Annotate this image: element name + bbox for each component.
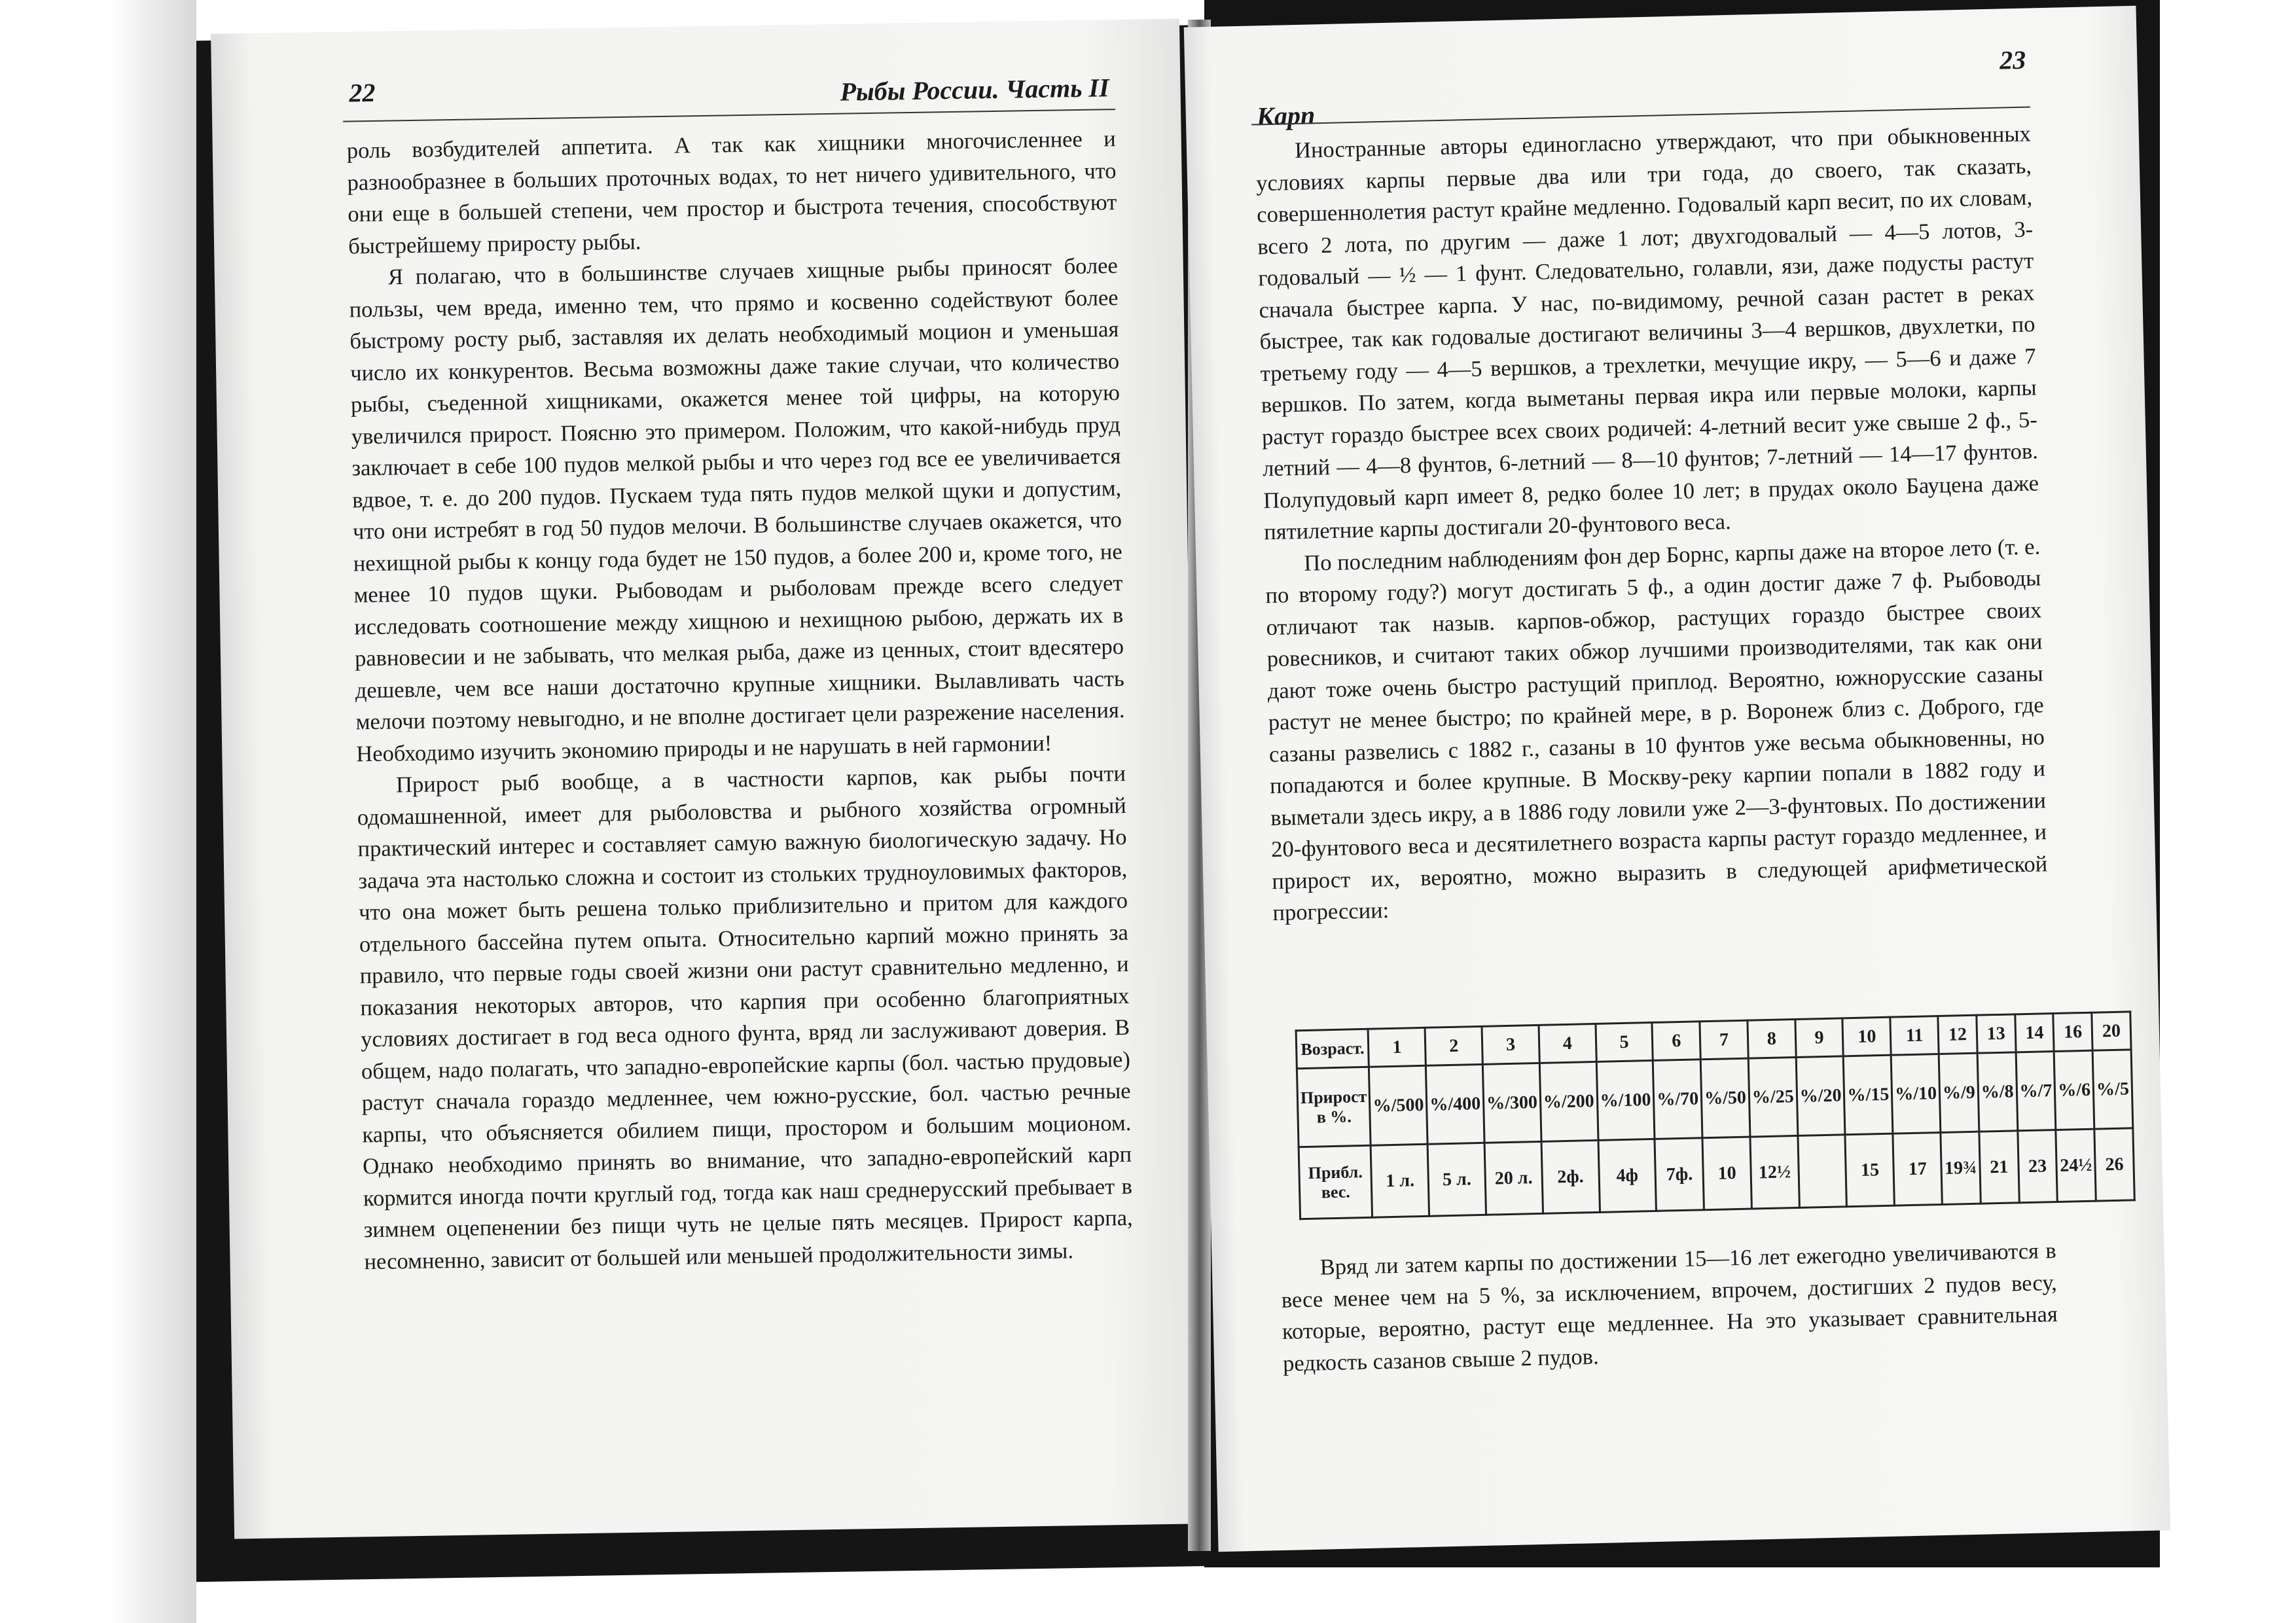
right-paragraph-1: Иностранные авторы единогласно утверждают, что при обыкновенных условиях карпы первые два или три года, до своего, так сказать, совершеннолетия растут крайне медленно. Годовалый карп весит, по их словам, всего 2 лота, по другим — даже 1 лот; двухгодовалый — 4—5 лотов, 3-годовалый — ½ — 1 фунт. Следовательно, голавли, язи, даже подусты растут сначала быстрее карпа. У нас, по-видимому, речной сазан растет в реках быстрее, так как годовалые достигают величины 3—4 вершков, двухлетки, по третьему году — 4—5 вершков, а трехлетки, мечущие икру, — 5—6 и даже 7 вершков. По затем, когда выметаны первая икра или первые молоки, карпы растут гораздо быстрее всех своих родичей: 4-летний весит уже свыше 2 ф., 5-летний — 4—8 фунтов, 6-летний — 8—10 фунтов; 7-летний — 14—17 фунтов. Полупудовый карп имеет 8, редко более 10 лет; в прудах около Бауцена даже пятилетние карпы достигали 20-фунтового веса. — [1255, 121, 2039, 545]
left-page-number: 22 — [349, 77, 376, 108]
table-cell: 5 — [1596, 1022, 1653, 1061]
table-cell: 4ф — [1598, 1139, 1657, 1212]
table-cell — [1798, 1135, 1847, 1208]
table-cell: %/10 — [1891, 1054, 1940, 1134]
table-cell: %/400 — [1426, 1064, 1484, 1144]
left-body-text — [346, 123, 1133, 1277]
table-cell: 7 — [1700, 1020, 1748, 1060]
table-cell: %/9 — [1939, 1053, 1979, 1132]
left-paragraph-2: Я полагаю, что в большинстве случаев хищные рыбы приносят более пользы, чем вреда, именно тем, что прямо и косвенно содействуют более быстрому росту рыб, заставляя их делать необходимый моцион и уменьшая число их конкурентов. Весьма возможны даже такие случаи, что количество рыбы, съеденной хищниками, окажется менее той цифры, на которую увеличился прирост. Поясню это примером. Положим, что какой-нибудь пруд заключает в себе 100 пудов мелкой рыбы и что через год все ее увеличивается вдвое, т. е. до 200 пудов. Пускаем туда пять пудов мелкой щуки и допустим, что они истребят в год 50 пудов мелочи. В большинстве случаев окажется, что нехищной рыбы к концу года будет не 150 пудов, а более 200 и, кроме того, не менее 10 пудов щуки. Рыбоводам и рыболовам прежде всего следует исследовать соотношение между хищною и нехищною рыбою, держать их в равновесии и не забывать, что мелкая рыба, даже из ценных, стоит вдесятеро дешевле, чем все наши достаточно крупные хищники. Вылавливать часть мелочи поэтому невыгодно, и не вполне достигает цели разрежение населения. Необходимо изучить экономию природы и не нарушать в ней гармонии! — [349, 253, 1125, 766]
table-cell: 9 — [1795, 1018, 1844, 1058]
table-cell: 1 — [1368, 1027, 1426, 1067]
right-body-text — [1255, 118, 2049, 929]
table-cell: %/8 — [1977, 1052, 2017, 1132]
table-cell: %/100 — [1596, 1060, 1655, 1140]
table-cell: %/7 — [2016, 1052, 2056, 1131]
table-cell: 11 — [1890, 1016, 1939, 1056]
table-cell: 24½ — [2056, 1129, 2096, 1202]
table-cell: 2 — [1425, 1026, 1482, 1065]
table-cell: 6 — [1652, 1022, 1700, 1061]
table-cell: %/15 — [1844, 1055, 1893, 1135]
right-page-number: 23 — [1999, 45, 2026, 75]
table-row-label: Прибл. вес. — [1299, 1145, 1372, 1219]
table-row-label: Возраст. — [1296, 1029, 1369, 1068]
table-cell: 15 — [1845, 1133, 1894, 1207]
table-row-label: Прирост в %. — [1297, 1067, 1371, 1147]
table-cell: 8 — [1748, 1020, 1796, 1059]
table-cell: %/70 — [1653, 1060, 1702, 1139]
table-cell: 12 — [1938, 1015, 1977, 1054]
left-page — [211, 19, 1203, 1539]
table-cell: %/6 — [2054, 1050, 2094, 1130]
right-paragraph-3: Вряд ли затем карпы по достижении 15—16 лет ежегодно увеличиваются в весе менее чем на 5 %, за исключением, впрочем, достигших 2 пудов весу, которые, вероятно, растут еще медленнее. На это указывает сравнительная редкость сазанов свыше 2 пудов. — [1281, 1238, 2058, 1376]
left-paragraph-1: роль возбудителей аппетита. А так как хищники многочисленнее и разнообразнее в больших проточных водах, то нет ничего удивительного, что они еще в большей степени, чем простор и быстрота течения, способствуют быстрейшему приросту рыбы. — [346, 126, 1117, 259]
table-cell: %/20 — [1796, 1056, 1845, 1136]
table-cell: 2ф. — [1541, 1140, 1600, 1213]
right-page — [1184, 6, 2170, 1552]
table-cell: 13 — [1977, 1014, 2016, 1053]
right-body-text-after-table — [1280, 1235, 2058, 1380]
right-paragraph-2: По последним наблюдениям фон дер Борнс, карпы даже на второе лето (т. е. по второму году?) могут достигать 5 ф., а один достиг даже 7 ф. Рыбоводы отличают так назыв. карпов-обжор, растущих гораздо быстрее своих ровесников, и считают таких обжор лучшими производителями, так как они дают тоже очень быстро растущий приплод. Вероятно, южнорусские сазаны растут не менее быстро; по крайней мере, в р. Воронеж близ с. Доброго, где сазаны развелись с 1882 г., сазаны в 10 фунтов уже весьма обыкновенны, но попадаются и более крупные. В Москву-реку карпии попали в 1882 году и выметали здесь икру, а в 1886 году ловили уже 2—3-фунтовых. По достижении 20-фунтового веса и десятилетнего возраста карпы растут гораздо медленнее, и прирост их, вероятно, можно выразить в следующей арифметической прогрессии: — [1265, 533, 2048, 926]
table-cell: 23 — [2017, 1130, 2057, 1203]
table-cell: 10 — [1702, 1137, 1751, 1210]
table-cell: 1 л. — [1371, 1144, 1429, 1217]
table-cell: 17 — [1893, 1133, 1942, 1206]
table-cell: 5 л. — [1427, 1143, 1486, 1216]
table-cell: %/5 — [2092, 1050, 2132, 1129]
table-cell: 20 — [2092, 1012, 2131, 1050]
table-cell: 4 — [1539, 1024, 1596, 1063]
left-header-rule — [343, 109, 1115, 122]
left-running-head: Рыбы России. Часть II — [840, 73, 1109, 107]
right-running-head: Карп — [1256, 100, 1316, 132]
table-cell: 20 л. — [1484, 1141, 1543, 1215]
left-paragraph-3: Прирост рыб вообще, а в частности карпов, как рыбы почти одомашненной, имеет для рыболовства и рыбного хозяйства огромный практический интерес и составляет самую важную биологическую задачу. Но задача эта настолько сложна и состоит из стольких трудноуловимых факторов, что она может быть решена только приблизительно и притом для каждого отдельного бассейна путем опыта. Относительно карпий можно принять за правило, что первые годы своей жизни они растут сравнительно медленно, и показания некоторых авторов, что карпия при особенно благоприятных условиях достигает в год веса одного фунта, вряд ли заслуживают доверия. В общем, надо полагать, что западно-европейские карпы (бол. частью прудовые) растут сначала гораздо медленнее, чем южно-русские, бол. частью речные карпы, что объясняется обилием пищи, простором и большим моционом. Однако необходимо принять во внимание, что западно-европейский карп кормится иногда почти круглый год, тогда как наш среднерусский пребывает в зимнем оцепенении без пищи чуть не целые пять месяцев. Прирост карпа, несомненно, зависит от большей или меньшей продолжительности зимы. — [357, 760, 1133, 1274]
table-cell: 19¾ — [1941, 1132, 1981, 1204]
table-cell: %/25 — [1748, 1057, 1797, 1137]
table-cell: %/500 — [1369, 1065, 1427, 1145]
table-cell: %/50 — [1700, 1058, 1749, 1138]
table-cell: %/200 — [1539, 1061, 1598, 1141]
table-cell: 10 — [1842, 1017, 1891, 1056]
table-cell: 3 — [1482, 1025, 1539, 1064]
growth-table-body — [1296, 1012, 2134, 1219]
table-cell: 7ф. — [1655, 1138, 1704, 1211]
table-cell: 14 — [2015, 1014, 2054, 1052]
table-cell: 16 — [2053, 1012, 2092, 1051]
growth-table — [1295, 1010, 2136, 1220]
table-cell: 12½ — [1750, 1135, 1799, 1209]
table-cell: %/300 — [1482, 1063, 1541, 1143]
table-cell: 26 — [2094, 1128, 2134, 1201]
scan-background — [0, 0, 196, 1623]
table-cell: 21 — [1979, 1131, 2019, 1204]
